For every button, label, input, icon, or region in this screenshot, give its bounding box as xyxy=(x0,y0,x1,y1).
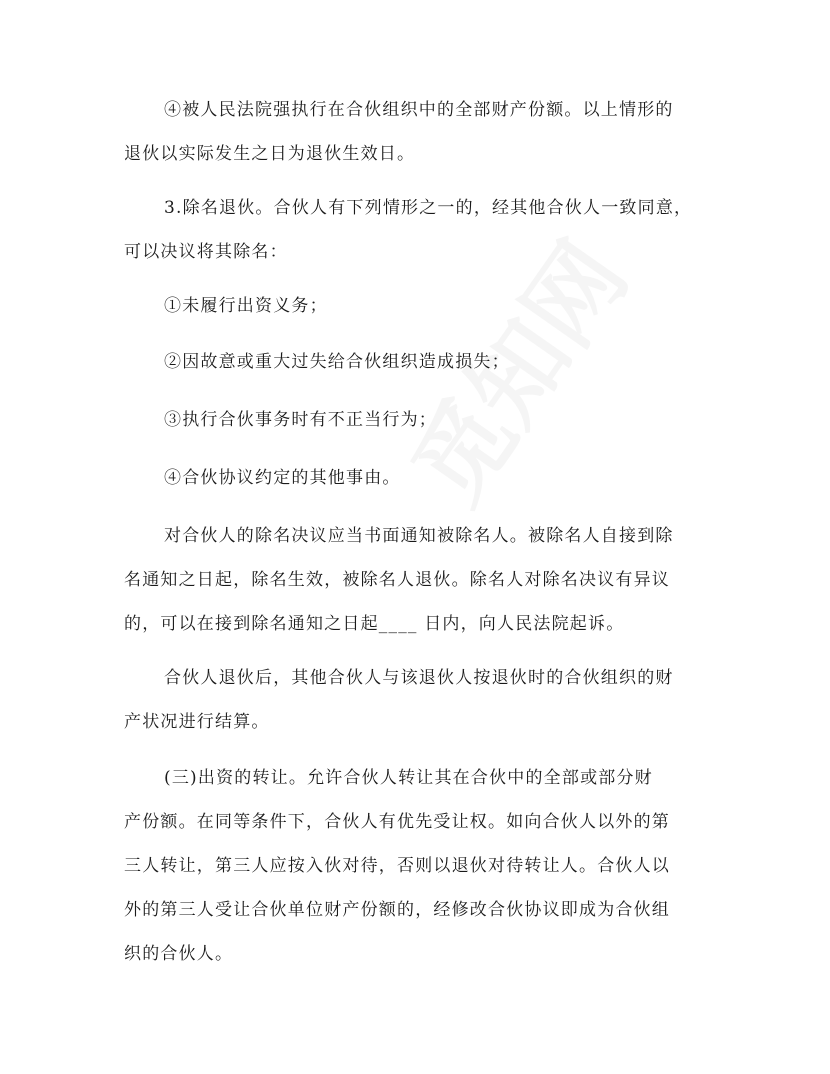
text-line: 退伙以实际发生之日为退伙生效日。 xyxy=(124,144,416,164)
paragraph-8 xyxy=(124,656,706,744)
text-line: 3.除名退伙。合伙人有下列情形之一的，经其他合伙人一致同意， xyxy=(164,198,693,218)
text-line: 合伙人退伙后，其他合伙人与该退伙人按退伙时的合伙组织的财 xyxy=(164,668,674,688)
paragraph-1 xyxy=(124,88,706,176)
text-line: 对合伙人的除名决议应当书面通知被除名人。被除名人自接到除 xyxy=(164,526,674,546)
paragraph-9 xyxy=(124,756,706,976)
text-line: 产份额。在同等条件下，合伙人有优先受让权。如向合伙人以外的第 xyxy=(124,812,670,832)
text-line: 名通知之日起，除名生效，被除名人退伙。除名人对除名决议有异议 xyxy=(124,570,670,590)
paragraph-4 xyxy=(124,340,706,384)
text-line: ②因故意或重大过失给合伙组织造成损失； xyxy=(164,352,510,372)
text-line: ①未履行出资义务； xyxy=(164,296,328,316)
text-line: ③执行合伙事务时有不正当行为； xyxy=(164,410,437,430)
paragraph-7 xyxy=(124,514,706,646)
text-line: ④被人民法院强执行在合伙组织中的全部财产份额。以上情形的 xyxy=(164,100,674,120)
paragraph-6 xyxy=(124,456,706,500)
text-line: 产状况进行结算。 xyxy=(124,712,270,732)
text-line: ④合伙协议约定的其他事由。 xyxy=(164,468,401,488)
paragraph-5 xyxy=(124,398,706,442)
text-line: 的，可以在接到除名通知之日起____ 日内，向人民法院起诉。 xyxy=(124,614,625,634)
paragraph-2 xyxy=(124,186,706,274)
text-line: 织的合伙人。 xyxy=(124,944,234,964)
text-line: 外的第三人受让合伙单位财产份额的，经修改合伙协议即成为合伙组 xyxy=(124,900,670,920)
text-line: (三)出资的转让。允许合伙人转让其在合伙中的全部或部分财 xyxy=(164,768,653,788)
text-line: 三人转让，第三人应按入伙对待，否则以退伙对待转让人。合伙人以 xyxy=(124,856,670,876)
paragraph-3 xyxy=(124,284,706,328)
text-line: 可以决议将其除名： xyxy=(124,242,288,262)
